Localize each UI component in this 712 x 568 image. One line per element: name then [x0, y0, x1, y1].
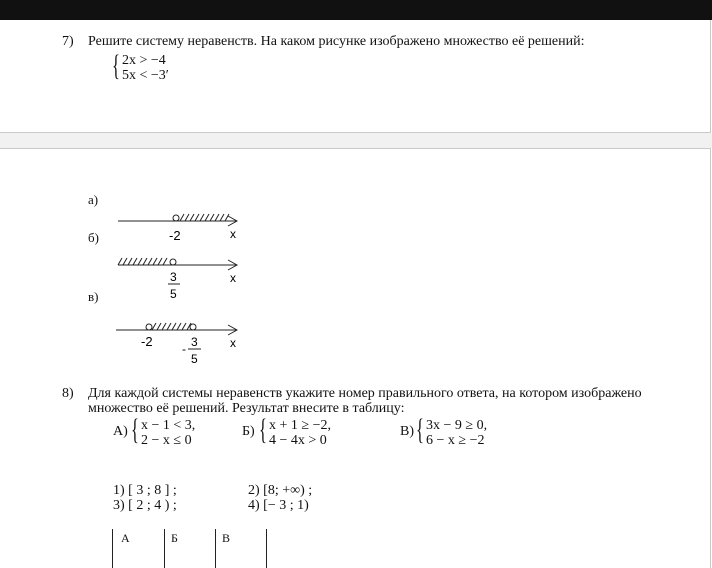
- system-v-label: В): [400, 424, 414, 439]
- option-v-label: в): [88, 289, 99, 304]
- system-b-label: Б): [242, 424, 255, 439]
- system-a-line-2: 2 − x ≤ 0: [141, 433, 192, 448]
- system-a-label: А): [113, 424, 128, 439]
- table-header-b: Б: [171, 531, 178, 545]
- q8-line-2: множество её решений. Результат внесите в таблицу:: [88, 401, 405, 416]
- answer-3: 3) [ 2 ; 4 ) ;: [113, 498, 177, 513]
- system-b-brace: {: [259, 413, 267, 446]
- answer-2: 2) [8; +∞) ;: [248, 483, 313, 498]
- table-header-a: А: [121, 531, 130, 545]
- number-line-a: [118, 214, 237, 243]
- q7-ineq-1: 2x > −4: [122, 53, 166, 68]
- number-line-v: [116, 323, 237, 366]
- point-v-left: [146, 324, 152, 330]
- q7-ineq-2: 5x < −3′: [122, 68, 169, 83]
- option-v-den: 5: [191, 352, 198, 366]
- system-b-line-1: x + 1 ≥ −2,: [269, 418, 331, 433]
- number-line-b: [118, 258, 237, 301]
- q8-number: 8): [62, 386, 74, 401]
- option-b-den: 5: [170, 287, 177, 301]
- option-a-label: а): [88, 192, 99, 207]
- table-header-v: В: [222, 531, 231, 545]
- point-v-right: [190, 324, 196, 330]
- option-a-value: -2: [169, 228, 181, 243]
- q7-number: 7): [62, 34, 74, 49]
- option-a-axis: x: [230, 227, 236, 241]
- option-b-label: б): [88, 230, 99, 245]
- system-b-line-2: 4 − 4x > 0: [269, 433, 327, 448]
- answer-1: 1) [ 3 ; 8 ] ;: [113, 483, 177, 498]
- system-v-line-1: 3x − 9 ≥ 0,: [426, 418, 488, 433]
- point-b: [170, 259, 176, 265]
- q8-line-1: Для каждой системы неравенств укажите номер правильного ответа, на котором изображено: [88, 386, 642, 401]
- q7-prompt: Решите систему неравенств. На каком рисунке изображено множество её решений:: [88, 34, 585, 49]
- option-v-neg: -: [182, 342, 186, 356]
- option-v-num: 3: [191, 335, 198, 349]
- point-a: [173, 215, 179, 221]
- system-v-line-2: 6 − x ≥ −2: [426, 433, 485, 448]
- system-a-brace: {: [131, 413, 139, 446]
- system-a-line-1: x − 1 < 3,: [141, 418, 196, 433]
- option-v-left: -2: [141, 334, 153, 349]
- system-v-brace: {: [416, 413, 424, 446]
- option-b-axis: x: [230, 271, 236, 285]
- q7-brace: {: [112, 49, 120, 82]
- option-b-num: 3: [170, 270, 177, 284]
- option-v-axis: x: [230, 336, 236, 350]
- answer-4: 4) [− 3 ; 1): [248, 498, 309, 513]
